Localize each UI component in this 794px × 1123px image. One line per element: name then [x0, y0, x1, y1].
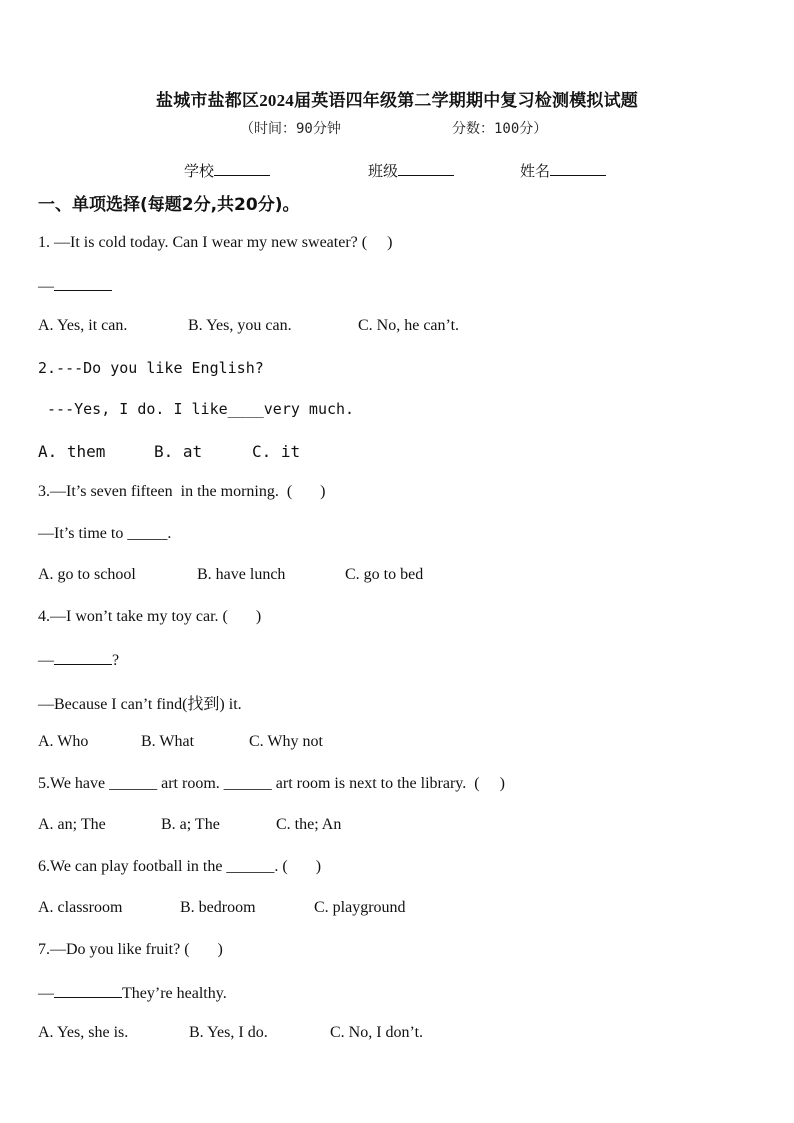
question-2-reply: ---Yes, I do. I like____very much.: [38, 400, 355, 418]
question-1-answer-line: —: [38, 276, 112, 296]
exam-time: （时间：90分钟: [240, 121, 341, 137]
question-6-text: 6.We can play football in the ______. ( ): [38, 858, 322, 875]
exam-title: 盐城市盐都区2024届英语四年级第二学期期中复习检测模拟试题: [156, 91, 638, 110]
class-label: 班级: [368, 162, 399, 180]
question-6-option-c[interactable]: C. playground: [314, 899, 406, 916]
question-1-text: 1. —It is cold today. Can I wear my new sweater? ( ): [38, 234, 393, 251]
question-2-option-c[interactable]: C. it: [252, 442, 301, 461]
exam-score: 分数：100分）: [452, 121, 548, 137]
question-1-option-b[interactable]: B. Yes, you can.: [188, 317, 292, 334]
answer-blank[interactable]: [54, 276, 112, 291]
question-4-answer-line: — ?: [38, 652, 120, 669]
question-3-option-b[interactable]: B. have lunch: [197, 566, 286, 583]
question-4-text: 4.—I won’t take my toy car. ( ): [38, 608, 262, 625]
question-3-text: 3.—It’s seven fifteen in the morning. ( ): [38, 483, 326, 500]
question-6-option-b[interactable]: B. bedroom: [180, 899, 256, 916]
question-2-option-a[interactable]: A. them: [38, 442, 106, 461]
question-5-option-b[interactable]: B. a; The: [161, 816, 220, 833]
section-heading: 一、单项选择(每题2分,共20分)。: [38, 195, 300, 215]
question-4-option-c[interactable]: C. Why not: [249, 733, 323, 750]
answer-blank[interactable]: [54, 983, 122, 998]
question-4-option-a[interactable]: A. Who: [38, 733, 89, 750]
question-7-answer-line: — They’re healthy.: [38, 985, 227, 1002]
question-5-text: 5.We have ______ art room. ______ art room is next to the library. ( ): [38, 775, 505, 792]
class-blank[interactable]: [398, 161, 454, 176]
question-7-option-a[interactable]: A. Yes, she is.: [38, 1024, 129, 1041]
question-5-option-c[interactable]: C. the; An: [276, 816, 342, 833]
name-label: 姓名: [520, 162, 551, 180]
question-3-option-c[interactable]: C. go to bed: [345, 566, 424, 583]
question-3-reply: —It’s time to _____.: [38, 525, 172, 542]
question-6-option-a[interactable]: A. classroom: [38, 899, 123, 916]
question-1-option-a[interactable]: A. Yes, it can.: [38, 317, 128, 334]
question-7-text: 7.—Do you like fruit? ( ): [38, 941, 223, 958]
question-7-option-b[interactable]: B. Yes, I do.: [189, 1024, 268, 1041]
question-5-option-a[interactable]: A. an; The: [38, 816, 106, 833]
question-4-option-b[interactable]: B. What: [141, 733, 195, 750]
question-7-option-c[interactable]: C. No, I don’t.: [330, 1024, 424, 1041]
question-2-option-b[interactable]: B. at: [154, 442, 203, 461]
school-label: 学校: [184, 162, 215, 180]
school-field: [184, 160, 270, 181]
name-blank[interactable]: [550, 161, 606, 176]
question-1-option-c[interactable]: C. No, he can’t.: [358, 317, 460, 334]
class-field: [368, 160, 454, 181]
school-blank[interactable]: [214, 161, 270, 176]
answer-blank[interactable]: [54, 650, 112, 665]
name-field: [520, 160, 606, 181]
question-3-option-a[interactable]: A. go to school: [38, 566, 136, 583]
question-2-text: 2.---Do you like English?: [38, 359, 264, 377]
question-4-reply: —Because I can’t find(找到) it.: [38, 696, 242, 713]
